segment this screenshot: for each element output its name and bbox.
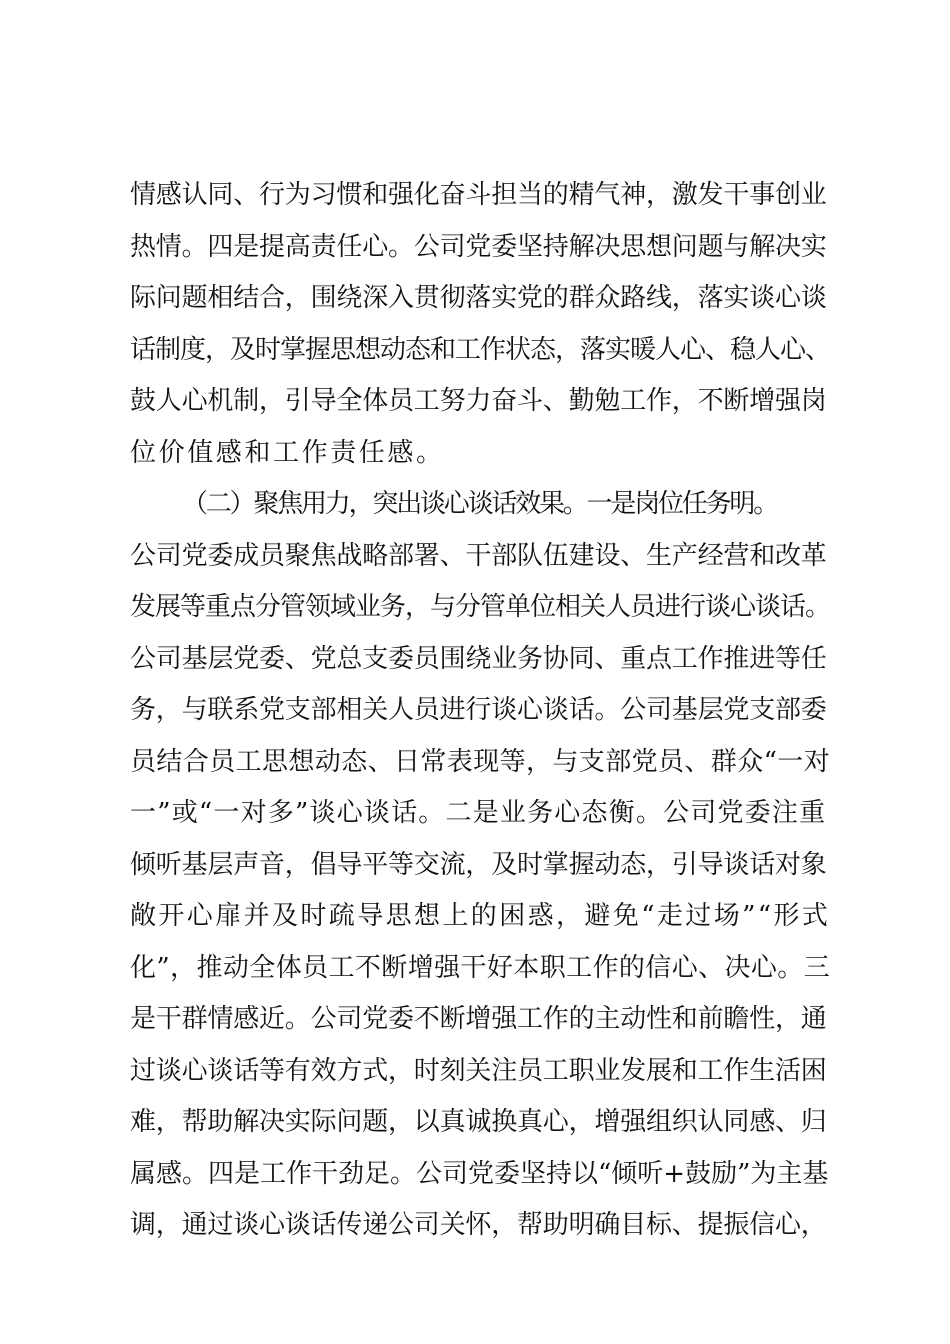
paragraph-line: 调，通过谈心谈话传递公司关怀，帮助明确目标、提振信心， <box>130 1210 827 1240</box>
paragraph-line: 化”，推动全体员工不断增强干好本职工作的信心、决心。三 <box>130 953 831 983</box>
section-heading-line: （二）聚焦用力，突出谈心谈话效果。一是岗位任务明。 <box>182 489 778 519</box>
paragraph-line: 公司基层党委、党总支委员围绕业务协同、重点工作推进等任 <box>130 644 827 674</box>
paragraph-line: 位价值感和工作责任感。 <box>130 438 445 468</box>
paragraph-line: 情感认同、行为习惯和强化奋斗担当的精气神，激发干事创业 <box>130 180 827 210</box>
paragraph-line: 过谈心谈话等有效方式，时刻关注员工职业发展和工作生活困 <box>130 1056 827 1086</box>
paragraph-line: 鼓人心机制，引导全体员工努力奋斗、勤勉工作，不断增强岗 <box>130 386 827 416</box>
paragraph-line: 一”或“一对多”谈心谈话。二是业务心态衡。公司党委注重 <box>130 798 827 828</box>
paragraph-line: 员结合员工思想动态、日常表现等，与支部党员、群众“一对 <box>130 747 831 777</box>
paragraph-line: 是干群情感近。公司党委不断增强工作的主动性和前瞻性，通 <box>130 1004 827 1034</box>
paragraph-line: 热情。四是提高责任心。公司党委坚持解决思想问题与解决实 <box>130 232 827 262</box>
paragraph-line: 倾听基层声音，倡导平等交流，及时掌握动态，引导谈话对象 <box>130 850 827 880</box>
paragraph-line: 务，与联系党支部相关人员进行谈心谈话。公司基层党支部委 <box>130 695 827 725</box>
paragraph-line: 难，帮助解决实际问题，以真诚换真心，增强组织认同感、归 <box>130 1107 827 1137</box>
paragraph-line: 公司党委成员聚焦战略部署、干部队伍建设、生产经营和改革 <box>130 541 827 571</box>
paragraph-line: 属感。四是工作干劲足。公司党委坚持以“倾听+鼓励”为主基 <box>130 1159 829 1189</box>
paragraph-line: 发展等重点分管领域业务，与分管单位相关人员进行谈心谈话。 <box>130 592 831 622</box>
paragraph-line: 话制度，及时掌握思想动态和工作状态，落实暖人心、稳人心、 <box>130 335 831 365</box>
paragraph-line: 际问题相结合，围绕深入贯彻落实党的群众路线，落实谈心谈 <box>130 283 827 313</box>
paragraph-line: 敞开心扉并及时疏导思想上的困惑，避免“走过场”“形式 <box>130 901 831 931</box>
